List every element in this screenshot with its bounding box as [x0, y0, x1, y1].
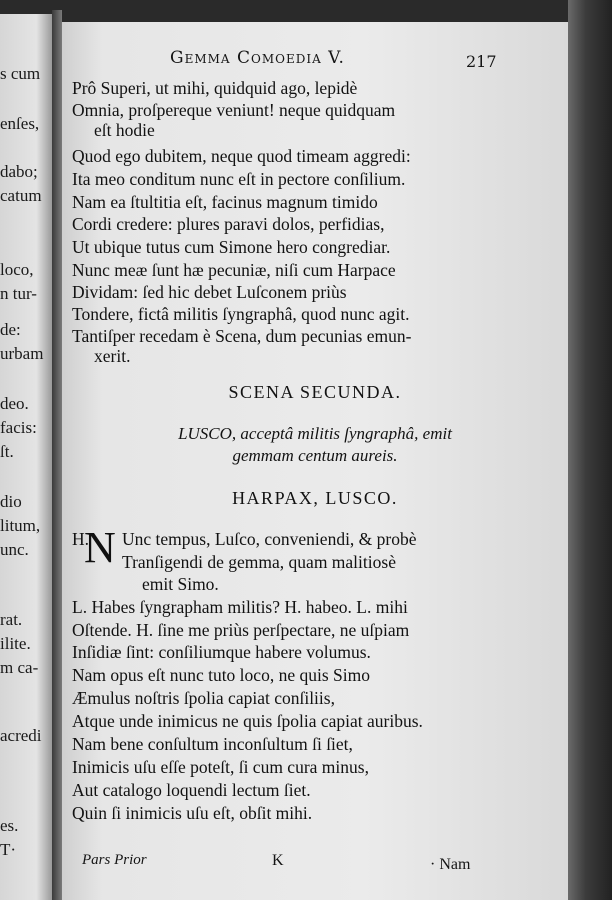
left-line: unc.	[0, 540, 29, 559]
left-line: es.	[0, 816, 19, 835]
left-line: rat.	[0, 610, 23, 629]
left-line: n tur-	[0, 284, 37, 303]
text-line: Omnia, proſpereque veniunt! neque quidquam	[72, 100, 396, 120]
left-line: m ca-	[0, 658, 39, 677]
text-line: Dividam: ſed hic debet Luſconem priùs	[72, 282, 347, 302]
dialogue-line: Nam opus eſt nunc tuto loco, ne quis Simo	[72, 665, 370, 685]
text-line: eſt hodie	[94, 120, 155, 140]
page-number: 217	[466, 52, 497, 71]
dialogue-line: Inimicis uſu eſſe poteſt, ſi cum cura minus,	[72, 757, 369, 777]
left-line: loco,	[0, 260, 34, 279]
text-line: Ut ubique tutus cum Simone hero congrediar.	[72, 237, 391, 257]
text-line: xerit.	[94, 346, 131, 366]
text-line: Nam ea ſtultitia eſt, facinus magnum timido	[72, 192, 378, 212]
scene-description: LUSCO, acceptâ militis ſyngraphâ, emit	[178, 424, 452, 443]
dialogue-line: Æmulus noſtris ſpolia capiat conſiliis,	[72, 688, 335, 708]
scene-description: gemmam centum aureis.	[232, 446, 398, 465]
dialogue-line: Nam bene conſultum inconſultum ſi ſiet,	[72, 734, 353, 754]
left-line: litum,	[0, 516, 41, 535]
left-line: acredi	[0, 726, 42, 745]
page-header	[62, 48, 568, 78]
text-line: Tantiſper recedam è Scena, dum pecunias emun-	[72, 326, 412, 346]
speaker-label: H.	[72, 529, 90, 549]
text-line: Ita meo conditum nunc eſt in pectore conſilium.	[72, 169, 406, 189]
text-line: Cordi credere: plures paravi dolos, perfidias,	[72, 214, 385, 234]
character-list: HARPAX, LUSCO.	[232, 488, 398, 508]
dialogue-line: Unc tempus, Luſco, conveniendi, & probè	[122, 529, 417, 549]
dialogue-line: Oſtende. H. ſine me priùs perſpectare, ne uſpiam	[72, 620, 410, 640]
left-line: deo.	[0, 394, 29, 413]
book-gutter	[52, 10, 62, 900]
text-line: Tondere, fictâ militis ſyngraphâ, quod nunc agit.	[72, 304, 410, 324]
dialogue-line: L. Habes ſyngrapham militis? H. habeo. L. mihi	[72, 597, 408, 617]
text-line: Prô Superi, ut mihi, quidquid ago, lepidè	[72, 78, 358, 98]
left-page-fragment	[0, 14, 52, 900]
page-edge	[568, 0, 612, 900]
scene-title: SCENA SECUNDA.	[228, 382, 402, 402]
dialogue-line: Inſidiæ ſint: conſiliumque habere volumus.	[72, 642, 371, 662]
left-line: dio	[0, 492, 22, 511]
dialogue-line: Tranſigendi de gemma, quam malitiosè	[122, 552, 396, 572]
dialogue-line: emit Simo.	[142, 574, 219, 594]
left-line: s cum	[0, 64, 41, 83]
left-line: enſes,	[0, 114, 40, 133]
running-title: Gemma Comoedia V.	[170, 48, 345, 68]
drop-cap: N	[84, 523, 116, 572]
signature-mark: K	[272, 852, 284, 869]
left-line: de:	[0, 320, 21, 339]
left-line: ilite.	[0, 634, 31, 653]
left-line: T·	[0, 840, 17, 859]
left-line: facis:	[0, 418, 37, 437]
catchword: · Nam	[430, 856, 471, 873]
left-line: dabo;	[0, 162, 38, 181]
text-line: Nunc meæ ſunt hæ pecuniæ, niſi cum Harpace	[72, 260, 396, 280]
book-page	[62, 22, 568, 900]
left-line: ſt.	[0, 442, 14, 461]
text-line: Quod ego dubitem, neque quod timeam aggredi:	[72, 146, 411, 166]
dialogue-line: Aut catalogo loquendi lectum ſiet.	[72, 780, 311, 800]
page-footer	[62, 852, 568, 876]
dialogue-line: Atque unde inimicus ne quis ſpolia capiat auribus.	[72, 711, 423, 731]
left-line: urbam	[0, 344, 44, 363]
left-line: catum	[0, 186, 42, 205]
dialogue-line: Quin ſi inimicis uſu eſt, obſit mihi.	[72, 803, 313, 823]
part-label: Pars Prior	[82, 852, 147, 868]
